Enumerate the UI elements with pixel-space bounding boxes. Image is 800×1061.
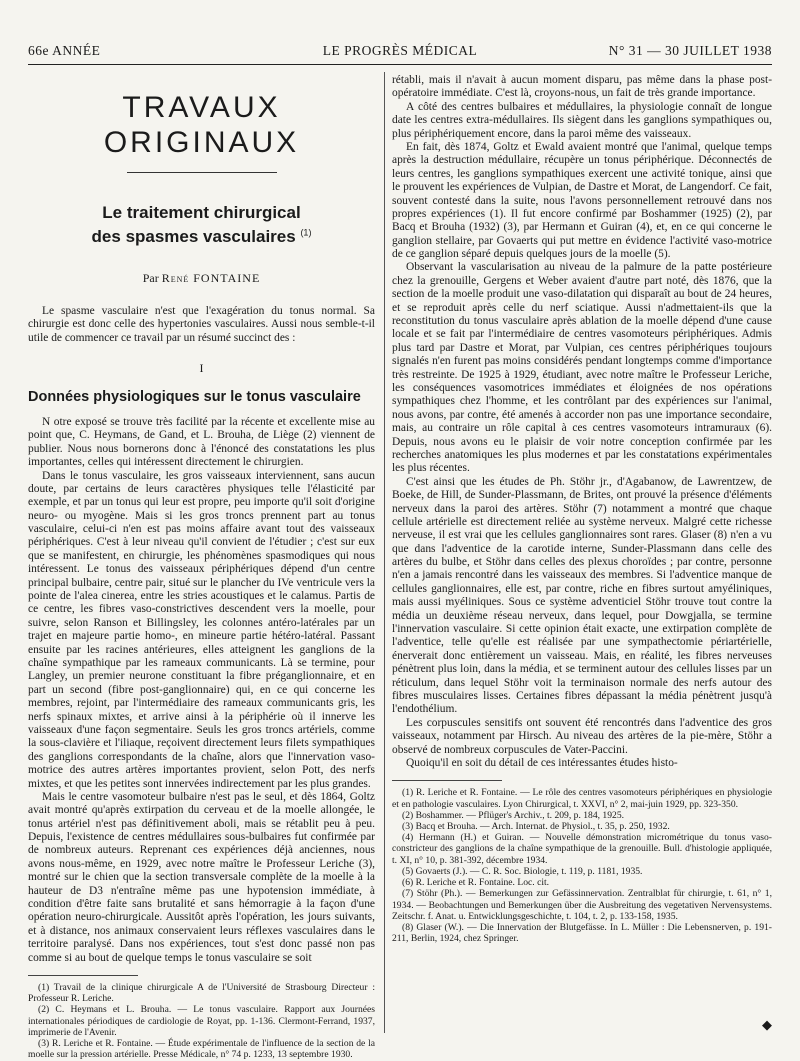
running-header (28, 43, 772, 65)
body-paragraph: Les corpuscules sensitifs ont souvent été rencontrés dans l'adventice des gros vaisseaux, notamment par Hirsch. Au niveau des artères de la pie-mère, Stöhr a observé de nombreux corpuscules de Vater-Paccini. (392, 716, 772, 756)
right-column (392, 74, 772, 944)
footnote-rule (392, 780, 502, 781)
footnote: (3) Bacq et Brouha. — Arch. Internat. de Physiol., t. 35, p. 250, 1932. (402, 820, 670, 832)
byline (28, 271, 375, 285)
journal-name: LE PROGRÈS MÉDICAL (322, 43, 478, 58)
footnote: (8) Glaser (W.). — Die Innervation der Blutgefässe. In L. Müller : Die Lebensnerven, p. 191-211, Berlin, 1924, chez Springer. (392, 921, 772, 945)
header-year: 66e ANNÉE (28, 43, 101, 58)
footnote: (5) Govaerts (J.). — C. R. Soc. Biologie, t. 119, p. 1181, 1935. (402, 865, 643, 877)
footnote: (1) R. Leriche et R. Fontaine. — Le rôle des centres vasomoteurs périphériques en physiologie et en pathologie vasculaires. Lyon Chirurgical, t. XXVI, n° 2, mai-juin 1929, pp. 323-350. (392, 787, 772, 810)
title-line-1: Le traitement chirurgical (102, 203, 301, 223)
section-rule (127, 172, 277, 173)
body-paragraph: N otre exposé se trouve très facilité par la récente et excellente mise au point que, C. Heymans, de Gand, et L. Brouha, de Liège (2) viennent de publier. Nous nous bornerons donc à l'énoncé des constatations les plus importantes, celles qui intéressent directement le chirurgien. (28, 415, 375, 469)
footnote: (4) Hermann (H.) et Guiran. — Nouvelle démonstration micrométrique du tonus vaso-constricteur des ganglions de la chaîne sympathique de la grenouille. Bull. d'histologie appliquée, t. XI, n° 10, p. 381-392, décembre 1934. (392, 832, 772, 866)
footnote: (7) Stöhr (Ph.). — Bemerkungen zur Gefässinnervation. Zentralblat für chirurgie, t. 61, n° 1, 1934. — Beobachtungen und Bemerkungen über die Ausbreitung des vegetativen Nervensystems. Zeitschr. f. Anat. u. Entwicklungsgeschichte, t. 104, t. 2, p. 133-158, 1935. (392, 888, 772, 922)
footnote: (2) Boshammer. — Pflüger's Archiv., t. 209, p. 184, 1925. (402, 809, 625, 821)
footnote: (3) R. Leriche et R. Fontaine. — Étude expérimentale de l'influence de la section de la moelle sur la pression artérielle. Presse Médicale, n° 74 p. 1233, 13 septembre 1930. (28, 1038, 375, 1061)
intro-paragraph: Le spasme vasculaire n'est que l'exagération du tonus normal. Sa chirurgie est donc celle des hypertonies vasculaires. Aussi nous semble-t-il utile de commencer ce travail par un résumé succinct des : (28, 304, 375, 344)
footnote: (6) R. Leriche et R. Fontaine. Loc. cit. (402, 877, 550, 889)
byline-prefix: Par (142, 270, 159, 285)
article-title (28, 201, 375, 249)
body-paragraph: Quoiqu'il en soit du détail de ces intéressantes études histo- (406, 756, 678, 769)
body-paragraph: Mais le centre vasomoteur bulbaire n'est pas le seul, et dès 1864, Goltz avait montré qu'après extirpation du cerveau et de la moelle allongée, le tonus artériel n'est pas définitivement aboli, mais se rétablit peu à peu. Depuis, l'existence de centres médullaires sous-bulbaires fut confirmée par de nombreux auteurs. Reprenant ces expériences déjà anciennes, nous avons nous-même, en 1929, avec notre maître le Professeur Leriche (3), montré sur le chien que la section transversale complète de la moelle à la hauteur de D3 n'entraîne même pas une hypotension immédiate, à condition d'être faite sans brutalité et sans hémorragie à la façon d'une opération neuro-chirurgicale. Aussitôt après l'opération, les jours suivants, et à distance, nos animaux conservaient leurs réflexes vasculaires dans le territoire paralysé. Dans nos expériences, tout s'est donc passé non pas comme si au bout de quelque temps le tonus vasculaire se soit (28, 790, 375, 964)
body-paragraph: En fait, dès 1874, Goltz et Ewald avaient montré que l'animal, quelque temps après la destruction médullaire, récupère un tonus périphérique. Déconnectés de leurs centres, les ganglions sympathiques exercent une activité tonique, ainsi que le prouvent les expériences de Vulpian, de Dastre et Morat, de Langendorf. Ce fait, souvent contesté dans la suite, nous l'avons personnellement retrouvé dans nos propres expériences (1). Il fut encore confirmé par Boshammer (1925) (2), par Bacq et Brouha (1932) (3), par Hermann et Guiran (4), et, en ce qui concerne le ganglion stellaire, par Govaerts qui put mettre en évidence l'activité vaso-motrice de ce ganglion séparé depuis quelques jours de la moelle (5). (392, 140, 772, 261)
body-paragraph: A côté des centres bulbaires et médullaires, la physiologie connaît de longue date les centres extra-médullaires. Ils siègent dans les ganglions sympathiques ou, plus périphériquement encore, dans la paroi même des vaisseaux. (392, 100, 772, 140)
section-heading: TRAVAUX ORIGINAUX (103, 91, 300, 160)
footnotes (28, 982, 375, 1061)
part-heading: Données physiologiques sur le tonus vasculaire (28, 389, 361, 406)
header-rule (28, 64, 772, 65)
footnote-rule (28, 975, 138, 976)
end-mark-icon: ◆ (762, 1017, 772, 1032)
footnote: (2) C. Heymans et L. Brouha. — Le tonus vasculaire. Rapport aux Journées internationales périodiques de cardiologie de Royat, pp. 1-136. Clermont-Ferrand, 1937, imprimerie de l'Avenir. (28, 1004, 375, 1038)
body-paragraph: Dans le tonus vasculaire, les gros vaisseaux interviennent, sans aucun doute, par certains de leurs caractères physiques telle l'élasticité par exemple, et par un tonus qui leur est propre, peu importe qu'il soit d'origine neuro- ou myogène. Mais si les gros troncs prennent part au tonus vasculaire, celui-ci n'en est pas moins affaire avant tout des vaisseaux périphériques. C'est à leur niveau qu'il convient de l'étudier ; c'est sur eux que se manifestent, en chirurgie, les phénomènes spasmodiques qui nous intéressent. Le tonus des vaisseaux périphériques dépend d'un centre principal bulbaire, centre pair, situé sur le plancher du IVe ventricule vers la pointe de l'alea cinerea, entre les stries acoustiques et le calamus. Partis de ce centre, les fibres vaso-constrictives descendent vers la moelle, pour suivre, selon Ranson et Billingsley, les colonnes antéro-latérales par un trajet en majeure partie homo-, en mineure partie hétéro-latéral. Passant ensuite par les racines antérieures, elles atteignent les ganglions de la chaîne sympathique par les rameaux communicants. Là se termine, pour Langley, un premier neurone constituant la fibre préganglionnaire, et en part un second (fibre post-ganglionnaire) qui, en ce qui concerne les membres, rejoint, par l'intermédiaire des rameaux communicants gris, les nerfs spinaux mixtes, et arrive ainsi à la périphérie où il innerve les vaisseaux d'une façon segmentaire. Seuls les gros troncs artériels, comme la sous-clavière et l'iliaque, reçoivent directement leurs filets sympathiques des ganglions correspondants de la chaîne, alors que l'innervation vaso-motrice des autres artères importantes provient, selon Pott, des nerfs mixtes, et que les petites sont innervées indirectement par les plus grandes. (28, 469, 375, 790)
footnote: (1) Travail de la clinique chirurgicale A de l'Université de Strasbourg Directeur : Professeur R. Leriche. (28, 981, 375, 1005)
title-line-2: des spasmes vasculaires $^{(1)}$ (91, 226, 312, 246)
column-divider (384, 72, 385, 1033)
author-name: René FONTAINE (161, 270, 261, 285)
intro (28, 305, 375, 345)
body-paragraph: Observant la vascularisation au niveau de la palmure de la patte postérieure chez la grenouille, Gergens et Weber avaient d'autre part noté, dès 1876, que la section de la moelle produit une vaso-dilatation qui disparaît au bout de 24 heures, et se reproduit après celle du nerf sciatique. Aussi n'admettaient-ils que la reconstitution du tonus vasculaire après ablation de la moelle dépend d'une cause locale et se fait par l'intermédiaire de centres vasomoteurs périphériques. Admis plus tard par Dastre et Morat, par Vulpian, ces centres périphériques toujours signalés n'en furent pas moins considérés pendant longtemps comme d'importance très restreinte. De 1925 à 1929, étudiant, avec notre maître le Professeur Leriche, les conséquences vasomotrices immédiates et éloignées de nos opérations sympathiques chez l'homme, et les contrôlant par des expériences sur l'animal, nous avons, par contre, été amenés à accorder non pas une importance secondaire, mais, au contraire un rôle capital à ces centres vasomoteurs intramuraux (6). Depuis, nous avons eu le plaisir de voir notre conception confirmée par les recherches anatomiques les plus modernes et par les constatations expérimentales les plus récentes. (392, 261, 772, 475)
title-footnote-ref: (1) (300, 227, 312, 238)
body-paragraph: C'est ainsi que les études de Ph. Stöhr jr., d'Agabanow, de Lawrentzew, de Boeke, de Hill, de Sunder-Plassmann, de Brites, ont prouvé la présence d'éléments nerveux dans la paroi des artères. Stöhr (7) notamment a montré que chaque cellule artérielle est directement reliée au système nerveux. Malgré cette richesse nerveuse, il est vrai que les cellules ganglionnaires sont rares. Glaser (8) n'en a vu que dans l'adventice de la carotide interne, Sunder-Plassmann dans celle des artères du bulbe, et Stöhr dans celles des plexus choroïdes ; par contre, personne n'en a jamais rencontré dans les vaisseaux des membres. Si l'adventice manque de cellules ganglionnaires, elle est, par contre, riche en fibres surtout amyéliniques, mais aussi myéliniques. Sous ce système adventiciel Stöhr trouve tout contre la média un deuxième réseau nerveux, dans lequel, pour Dowgjalla, se termine l'innervation vasculaire. Si cette opinion était exacte, une extirpation complète de l'adventice, telle qu'elle est réalisée par une sympathectomie périartérielle, énerverait donc entièrement un vaisseau. Mais, en réalité, les fibres nerveuses pénètrent plus loin, dans la média, et se terminent autour des cellules lisses par un réticulum, dans lequel Stöhr voit la terminaison normale des nerfs autour des fibres musculaires lisses. Certaines fibres dépassant la média pénètrent jusqu'à l'endothélium. (392, 475, 772, 716)
body-paragraph: rétabli, mais il n'avait à aucun moment disparu, pas même dans la phase post-opératoire immédiate. C'est là, croyons-nous, un fait de très grande importance. (392, 74, 772, 100)
footnotes (392, 787, 772, 944)
part-number: I (199, 360, 204, 375)
left-column (28, 84, 375, 1061)
issue-date: N° 31 — 30 JUILLET 1938 (608, 43, 772, 58)
